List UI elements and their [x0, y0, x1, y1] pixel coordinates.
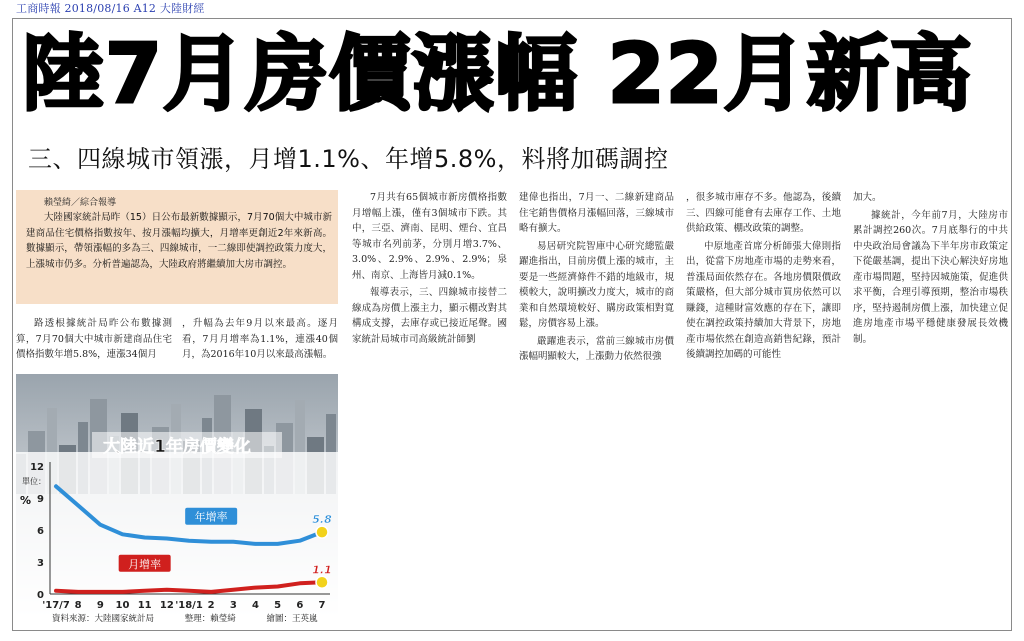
y-tick-label: 6 [37, 526, 44, 537]
article-paragraph: 據統計，今年前7月，大陸房市累計調控260次。7月底舉行的中共中央政治局會議為下半年房市政策定下從嚴基調，提出下決心解決好房地產市場問題，堅持因城施策，促進供求平衡，合理引導預期，整治市場秩序，堅持遏制房價上漲，加快建立促進房地產市場平穩健康發展長效機制。 [853, 209, 1008, 345]
y-tick-label: 3 [37, 558, 44, 569]
end-point-marker [316, 576, 328, 588]
chart-credits [52, 612, 342, 626]
source-line: 工商時報 2018/08/16 A12 大陸財經 [16, 2, 205, 15]
y-tick-label: 0 [37, 590, 44, 601]
x-tick-label: 12 [159, 600, 174, 611]
credit-source: 資料來源：大陸國家統計局 [52, 614, 155, 624]
x-tick-label: '18/1 [175, 600, 203, 611]
article-paragraph: 報導表示，三、四線城市接替二線成為房價上漲主力，顯示棚改對其構成支撐，去庫存或已接近尾聲。國家統計局城市司高級統計師劉 [352, 287, 507, 345]
x-tick-label: 3 [229, 600, 237, 611]
chart-title: 大陸近1年房價變化 [103, 437, 251, 457]
lead-paragraph: 大陸國家統計局昨（15）日公布最新數據顯示，7月70個大中城市新建商品住宅價格指數按年、按月漲幅均擴大，月增率更創近2年來新高。數據顯示，帶領漲幅的多為三、四線城市，一二線即使調控政策力度大，上漲城市仍多。分析普遍認為，大陸政府將繼續加大房市調控。 [26, 212, 332, 270]
subheadline: 三、四線城市領漲，月增1.1%、年增5.8%，料將加碼調控 [28, 145, 669, 173]
x-tick-label: 6 [296, 600, 304, 611]
article-paragraph: 路透根據統計局昨公布數據測算，7月70個大中城市新建商品住宅價格指數年增5.8%，連漲34個月 [16, 318, 172, 360]
end-value-label: 5.8 [312, 513, 332, 527]
y-tick-label: 12 [30, 462, 44, 473]
x-tick-label: 2 [207, 600, 215, 611]
article-paragraph: ，很多城市庫存不多。他認為，後續三、四線可能會有去庫存工作、土地供給政策、棚改政策的調整。 [686, 192, 841, 234]
article-column-1 [352, 190, 507, 370]
x-tick-label: 10 [115, 600, 130, 611]
credit-artist: 繪圖：王英嵐 [266, 614, 318, 624]
x-tick-label: 9 [96, 600, 104, 611]
article-column-3 [686, 190, 841, 370]
article-paragraph: 嚴躍進表示，當前三線城市房價漲幅明顯較大，上漲動力依然很強 [519, 335, 674, 362]
article-column-2 [519, 190, 674, 370]
article-column-4 [853, 190, 1008, 370]
x-tick-label: 5 [274, 600, 282, 611]
article-left-body [16, 316, 338, 372]
article-paragraph: 7月共有65個城市新房價格指數月增幅上漲，僅有3個城市下跌。其中，三亞、濟南、昆明、煙台、宜昌等城市名列前茅，分別月增3.7%、3.0%、2.9%、2.9%、2.9%；泉州、南京、上海皆月減0.1%。 [352, 192, 507, 281]
article-paragraph: ，升幅為去年9月以來最高。逐月看，7月月增率為1.1%，連漲40個月，為2016年10月以來最高漲幅。 [182, 318, 338, 360]
y-axis-unit-symbol: % [20, 494, 32, 507]
series-name-label: 月增率 [128, 557, 162, 571]
credit-editor: 整理：賴瑩綺 [184, 614, 236, 624]
x-tick-label: 4 [252, 600, 259, 611]
x-tick-label: 8 [74, 600, 82, 611]
line-chart [16, 374, 338, 624]
x-tick-label: '17/7 [42, 600, 70, 611]
headline: 陸7月房價漲幅 22月新高 [22, 27, 973, 122]
y-axis-unit-label: 單位： [22, 477, 46, 486]
series-name-label: 年增率 [194, 510, 228, 524]
end-value-label: 1.1 [312, 563, 332, 577]
x-tick-label: 11 [137, 600, 152, 611]
chart-svg [16, 374, 338, 624]
article-paragraph: 加大。 [853, 192, 882, 203]
end-point-marker [316, 526, 328, 538]
y-tick-label: 9 [37, 494, 44, 505]
article-paragraph: 中原地產首席分析師張大偉則指出，從當下房地產市場的走勢來看，普漲局面依然存在。各地房價限價政策嚴格，但大部分城市買房依然可以賺錢，這種財富效應的存在下，讓即使在調控政策持續加大背景下，房地產市場依然在創造高銷售紀錄，預計後續調控加碼的可能性 [686, 240, 841, 360]
article-paragraph: 建偉也指出，7月一、二線新建商品住宅銷售價格月漲幅回落，三線城市略有擴大。 [519, 192, 674, 234]
x-tick-label: 7 [318, 600, 326, 611]
article-paragraph: 易居研究院智庫中心研究總監嚴躍進指出，目前房價上漲的城市，主要是一些經濟條件不錯的地級市，規模較大，說明擴改力度大，城市的商業和自然環境較好、購房政策相對寬鬆，房價容易上漲。 [519, 240, 674, 329]
lead-box [16, 190, 338, 304]
byline: 賴瑩綺／綜合報導 [44, 198, 117, 208]
